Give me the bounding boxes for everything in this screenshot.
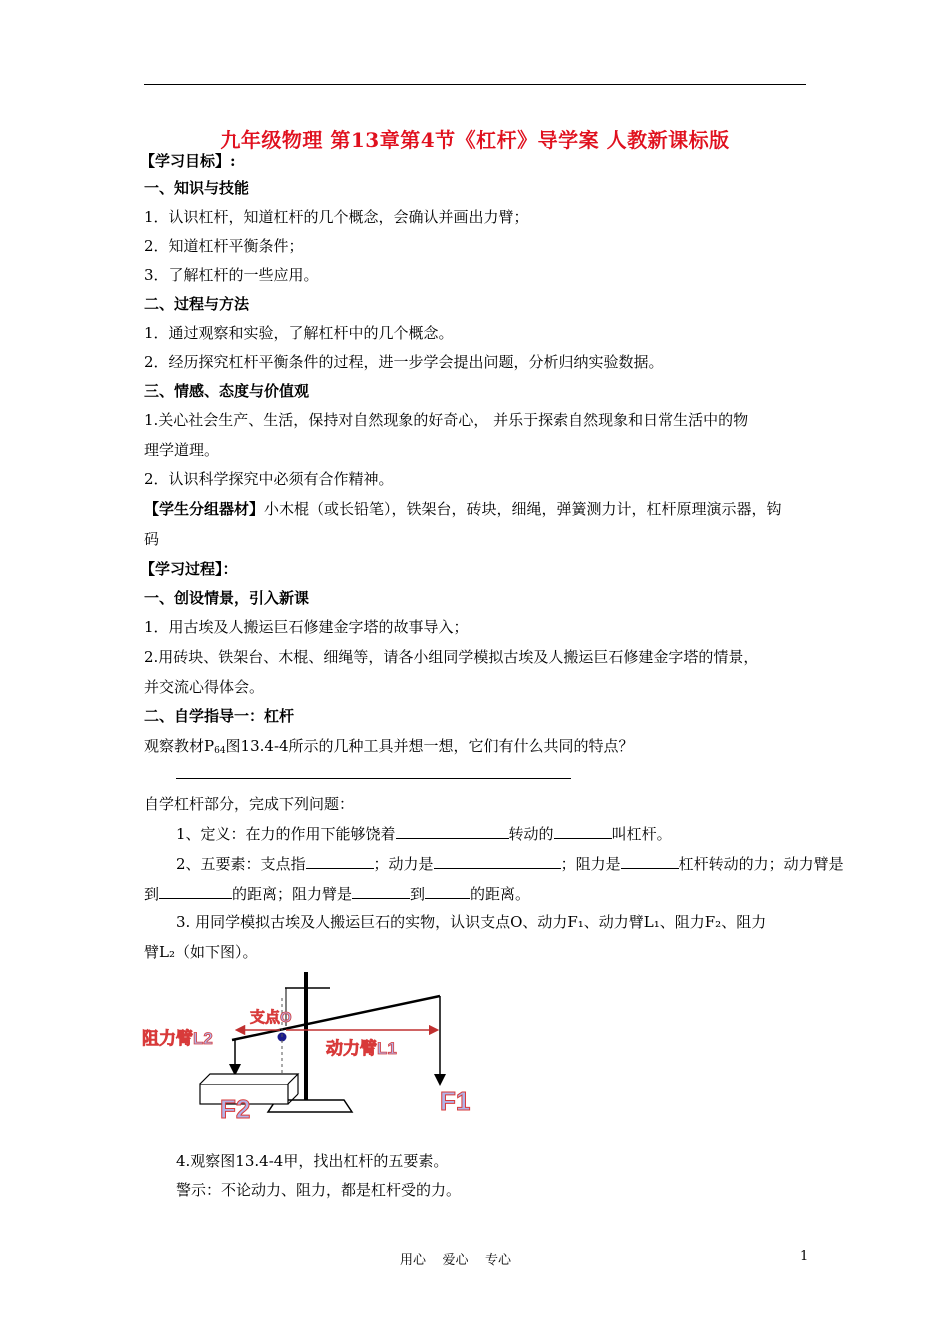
warning-note: 警示：不论动力、阻力，都是杠杆受的力。 bbox=[176, 1181, 462, 1199]
answer-blank-line[interactable] bbox=[176, 762, 571, 779]
document-title: 九年级物理 第13章第4节《杠杆》导学案 人教新课标版 bbox=[220, 128, 730, 152]
attitude-heading: 三、情感、态度与价值观 bbox=[144, 382, 310, 400]
question-3-line1: 3. 用同学模拟古埃及人搬运巨石的实物，认识支点O、动力F₁、动力臂L₁、阻力F₂、阻力 bbox=[176, 913, 767, 931]
scene-item-1: 1．用古埃及人搬运巨石修建金字塔的故事导入； bbox=[144, 618, 469, 636]
q2-blank-1[interactable] bbox=[306, 853, 374, 869]
footer-motto: 用心 爱心 专心 bbox=[400, 1253, 512, 1268]
knowledge-item-3: 3．了解杠杆的一些应用。 bbox=[144, 266, 319, 284]
q1-text-b: 转动的 bbox=[508, 825, 554, 843]
q2-text-c: ；阻力是 bbox=[560, 855, 621, 873]
f2-label: F2 bbox=[220, 1094, 251, 1120]
effort-arm-label: 动力臂L1 bbox=[326, 1039, 397, 1058]
attitude-item-2: 2．认识科学探究中必须有合作精神。 bbox=[144, 470, 394, 488]
q2-blank-3[interactable] bbox=[621, 853, 679, 869]
equipment-list: 小木棍（或长铅笔），铁架台，砖块，细绳，弹簧测力计，杠杆原理演示器，钩 bbox=[264, 500, 782, 518]
observe-prefix: 观察教材P bbox=[144, 737, 215, 755]
q2-text-g: 到 bbox=[410, 885, 426, 903]
question-1 bbox=[176, 823, 672, 844]
process-item-1: 1．通过观察和实验，了解杠杆中的几个概念。 bbox=[144, 324, 454, 342]
process-heading: 二、过程与方法 bbox=[144, 295, 250, 313]
q1-blank-2[interactable] bbox=[554, 823, 612, 839]
q2-text-a: 2、五要素：支点指 bbox=[176, 855, 306, 873]
equipment-line2: 码 bbox=[144, 530, 160, 548]
equipment-label: 【学生分组器材】 bbox=[144, 500, 265, 518]
q1-text-c: 叫杠杆。 bbox=[611, 825, 672, 843]
f1-label: F1 bbox=[440, 1086, 471, 1116]
self-study-intro: 自学杠杆部分，完成下列问题： bbox=[144, 795, 355, 813]
knowledge-heading: 一、知识与技能 bbox=[144, 179, 250, 197]
question-4: 4.观察图13.4-4甲，找出杠杆的五要素。 bbox=[176, 1152, 449, 1170]
attitude-item-1-line2: 理学道理。 bbox=[144, 441, 220, 459]
q2-blank-6[interactable] bbox=[425, 883, 470, 899]
question-2-line2 bbox=[144, 883, 530, 904]
q1-text-a: 1、定义：在力的作用下能够饶着 bbox=[176, 825, 396, 843]
knowledge-item-2: 2．知道杠杆平衡条件； bbox=[144, 237, 304, 255]
learning-process-heading: 【学习过程】： bbox=[140, 560, 238, 578]
q2-text-e: 到 bbox=[144, 885, 160, 903]
resistance-arm-label: 阻力臂L2 bbox=[142, 1029, 213, 1048]
observe-suffix: 图13.4-4所示的几种工具并想一想，它们有什么共同的特点？ bbox=[225, 737, 634, 755]
question-2-line1 bbox=[176, 853, 844, 874]
page-number: 1 bbox=[800, 1249, 809, 1264]
q2-text-b: ；动力是 bbox=[373, 855, 434, 873]
knowledge-item-1: 1．认识杠杆，知道杠杆的几个概念，会确认并画出力臂； bbox=[144, 208, 529, 226]
header-rule bbox=[144, 84, 806, 85]
q2-text-f: 的距离；阻力臂是 bbox=[232, 885, 353, 903]
fulcrum-label: 支点O bbox=[250, 1009, 292, 1026]
q2-blank-5[interactable] bbox=[352, 883, 410, 899]
observe-page-sub: 64 bbox=[214, 746, 226, 756]
equipment-line1 bbox=[144, 499, 782, 519]
scene-item-2-line1: 2.用砖块、铁架台、木棍、细绳等，请各小组同学模拟古埃及人搬运巨石修建金字塔的情景， bbox=[144, 648, 759, 666]
process-item-2: 2．经历探究杠杆平衡条件的过程，进一步学会提出问题，分析归纳实验数据。 bbox=[144, 353, 664, 371]
q2-text-d: 杠杆转动的力；动力臂是 bbox=[678, 855, 844, 873]
question-3-line2: 臂L₂（如下图）。 bbox=[144, 943, 258, 961]
q1-blank-1[interactable] bbox=[396, 823, 509, 839]
scene-heading: 一、创设情景，引入新课 bbox=[144, 589, 310, 607]
lever-diagram bbox=[140, 968, 480, 1120]
objectives-heading: 【学习目标】: bbox=[140, 152, 236, 170]
observe-question bbox=[144, 736, 634, 761]
q2-text-h: 的距离。 bbox=[470, 885, 531, 903]
stone-block-top bbox=[200, 1074, 298, 1084]
guide-heading: 二、自学指导一：杠杆 bbox=[144, 707, 295, 725]
attitude-item-1-line1: 1.关心社会生产、生活，保持对自然现象的好奇心， 并乐于探索自然现象和日常生活中的物 bbox=[144, 411, 749, 429]
q2-blank-4[interactable] bbox=[159, 883, 232, 899]
q2-blank-2[interactable] bbox=[434, 853, 561, 869]
scene-item-2-line2: 并交流心得体会。 bbox=[144, 678, 265, 696]
